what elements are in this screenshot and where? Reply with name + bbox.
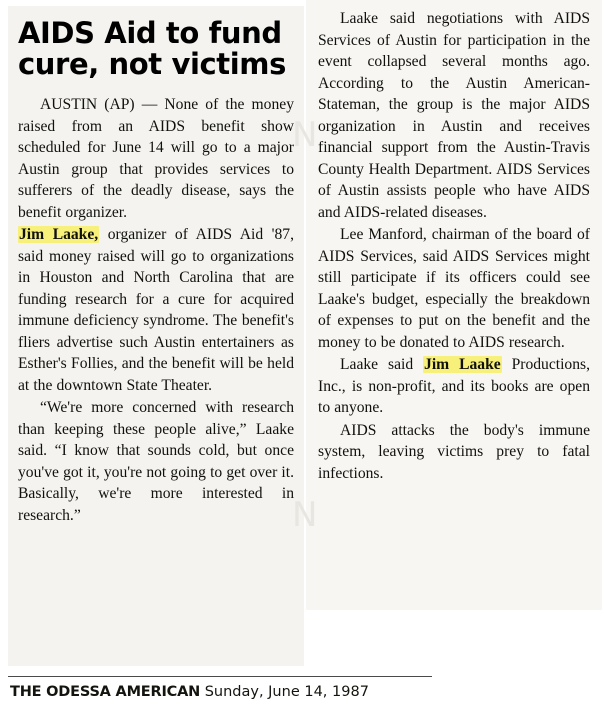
scan-smudge-icon: N xyxy=(292,495,318,535)
right-column-body xyxy=(318,8,590,484)
left-column-body xyxy=(18,94,294,526)
paragraph-text: “We're more concerned with research than keeping these people alive,” Laake said. “I know that sounds cold, but once you've got it, you're not going to get over it. Basically, we're more interested in research.” xyxy=(18,399,294,524)
article-column-left xyxy=(18,0,294,527)
paragraph-text: organizer of AIDS Aid '87, said money raised will go to organizations in Houston and North Carolina that are funding research for a cure for acquired immune deficiency syndrome. The benefit's fliers advertise such Austin entertainers as Esther's Follies, and the benefit will be held at the downtown State Theater. xyxy=(18,226,294,394)
newspaper-name: THE ODESSA AMERICAN xyxy=(10,684,201,700)
paragraph-text: Lee Manford, chairman of the board of AIDS Services, said AIDS Services might still participate if its officers could see Laake's budget, especially the breakdown of expenses to put on the benefit and the money to be donated to AIDS research. xyxy=(318,226,590,351)
article-paragraph xyxy=(318,354,590,419)
publication-date: Sunday, June 14, 1987 xyxy=(204,684,369,700)
paragraph-text: AIDS attacks the body's immune system, leaving victims prey to fatal infections. xyxy=(318,421,590,482)
article-headline: AIDS Aid to fund cure, not victims xyxy=(18,16,286,81)
article-paragraph xyxy=(18,397,294,526)
highlighted-name: Jim Laake xyxy=(424,356,501,373)
article-paragraph xyxy=(318,420,590,485)
article-paragraph xyxy=(318,8,590,223)
paragraph-text: AUSTIN (AP) — None of the money raised from an AIDS benefit show scheduled for June 14 will go to a major Austin group that provides services to sufferers of the deadly disease, says the benefit organizer. xyxy=(18,96,294,221)
paragraph-text: Laake said negotiations with AIDS Services of Austin for participation in the event collapsed several months ago. According to the Austin American-Stateman, the group is the major AIDS organization in Austin and receives financial support from the Austin-Travis County Health Department. AIDS Services of Austin assists people who have AIDS and AIDS-related diseases. xyxy=(318,10,590,221)
paragraph-text: Laake said xyxy=(340,356,424,373)
article-paragraph xyxy=(18,94,294,223)
paragraph-text: Productions, Inc., is non-profit, and its books are open to anyone. xyxy=(318,356,590,416)
highlighted-name: Jim Laake, xyxy=(19,226,99,243)
scan-smudge-icon: N xyxy=(292,115,318,155)
article-column-right xyxy=(318,0,590,485)
article-paragraph xyxy=(318,224,590,353)
source-citation xyxy=(10,682,480,702)
article-paragraph xyxy=(18,224,294,396)
footer-divider xyxy=(8,676,432,677)
